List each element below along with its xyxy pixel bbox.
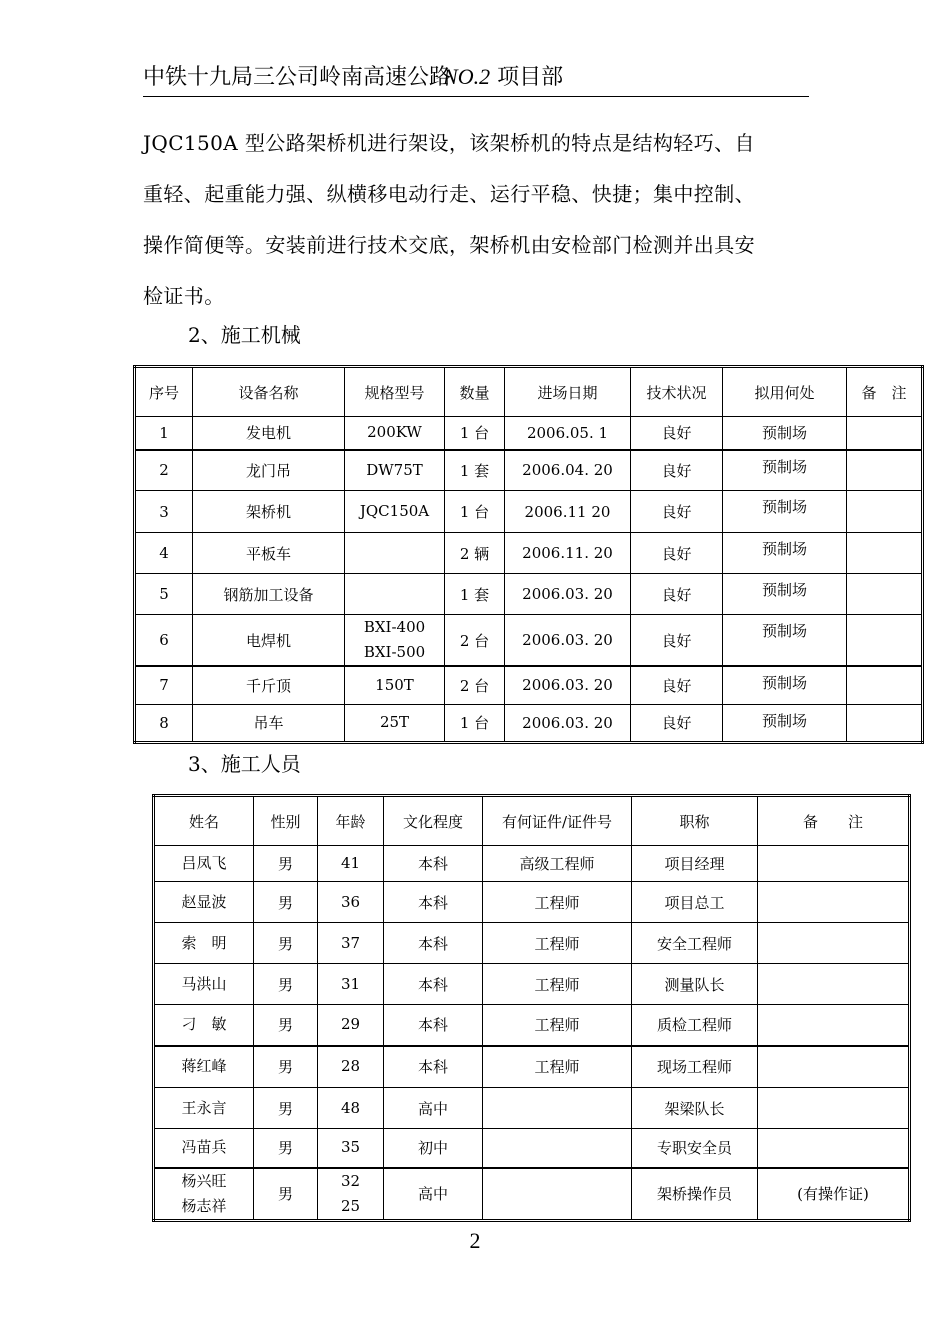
- age-line: 25: [340, 1196, 361, 1215]
- cell-name: 平板车: [193, 533, 345, 574]
- col-header-title: 职称: [632, 796, 758, 846]
- header-project-no: NO.2: [443, 64, 491, 89]
- cell-date: 2006.11. 20: [505, 533, 631, 574]
- cell-remark: [758, 964, 910, 1005]
- cell-education: 本科: [384, 923, 483, 964]
- paragraph-line: JQC150A 型公路架桥机进行架设，该架桥机的特点是结构轻巧、自: [143, 131, 755, 155]
- cell-no: 8: [135, 704, 193, 742]
- cell-remark: [758, 1005, 910, 1046]
- cell-note: [847, 615, 923, 667]
- col-header-remark: 备 注: [758, 796, 910, 846]
- cell-title: 质检工程师: [632, 1005, 758, 1046]
- person-name-line: 杨志祥: [181, 1196, 227, 1215]
- cell-model: [345, 704, 445, 742]
- paragraph-line: 操作简便等。安装前进行技术交底，架桥机由安检部门检测并出具安: [143, 233, 755, 257]
- personnel-row: [154, 1168, 910, 1221]
- cell-no: 2: [135, 450, 193, 491]
- cell-sex: 男: [254, 964, 318, 1005]
- age-line: 32: [340, 1171, 361, 1190]
- machinery-row: [135, 615, 923, 667]
- cell-model: [345, 574, 445, 615]
- cell-use: 预制场: [723, 666, 847, 704]
- cell-remark: [758, 846, 910, 882]
- cell-name: 钢筋加工设备: [193, 574, 345, 615]
- person-name-line: 吕凤飞: [181, 854, 227, 872]
- person-name-line: 马洪山: [181, 974, 227, 993]
- age-line: 37: [340, 933, 361, 952]
- header-org: 中铁十九局三公司岭南高速公路: [143, 65, 452, 90]
- cell-person-name: [154, 923, 254, 964]
- age-line: 48: [340, 1098, 361, 1117]
- cell-no: 4: [135, 533, 193, 574]
- personnel-row: [154, 1046, 910, 1088]
- cell-status: 良好: [631, 704, 723, 742]
- person-name-line: 刁 敏: [181, 1015, 227, 1034]
- cell-qty: 1 台: [445, 417, 505, 450]
- cell-sex: 男: [254, 882, 318, 923]
- cell-qty: 2 台: [445, 666, 505, 704]
- cell-note: [847, 704, 923, 742]
- cell-note: [847, 417, 923, 450]
- model-line: DW75T: [366, 460, 423, 479]
- cell-status: 良好: [631, 615, 723, 667]
- age-line: 36: [340, 892, 361, 911]
- machinery-row: [135, 533, 923, 574]
- cell-note: [847, 491, 923, 533]
- cell-certificate: [483, 1168, 632, 1221]
- cell-person-name: [154, 846, 254, 882]
- col-header-qty: 数量: [445, 367, 505, 417]
- cell-sex: 男: [254, 1129, 318, 1168]
- cell-qty: 2 台: [445, 615, 505, 667]
- cell-name: 千斤顶: [193, 666, 345, 704]
- machinery-row: [135, 491, 923, 533]
- paragraph-line: 检证书。: [143, 284, 225, 308]
- cell-remark: [758, 1129, 910, 1168]
- cell-name: 架桥机: [193, 491, 345, 533]
- machinery-header-row: [135, 367, 923, 417]
- cell-status: 良好: [631, 574, 723, 615]
- cell-use: 预制场: [723, 417, 847, 450]
- cell-age: [318, 923, 384, 964]
- cell-name: 发电机: [193, 417, 345, 450]
- cell-age: [318, 1046, 384, 1088]
- cell-use: 预制场: [723, 450, 847, 491]
- person-name-line: 赵显波: [181, 892, 227, 911]
- cell-certificate: 工程师: [483, 1046, 632, 1088]
- cell-date: 2006.03. 20: [505, 574, 631, 615]
- cell-person-name: [154, 964, 254, 1005]
- age-line: 35: [340, 1138, 361, 1157]
- col-header-person-name: 姓名: [154, 796, 254, 846]
- cell-date: 2006.04. 20: [505, 450, 631, 491]
- cell-qty: 1 套: [445, 574, 505, 615]
- age-line: 41: [340, 854, 361, 872]
- cell-title: 专职安全员: [632, 1129, 758, 1168]
- cell-name: 吊车: [193, 704, 345, 742]
- cell-certificate: 工程师: [483, 882, 632, 923]
- personnel-row: [154, 964, 910, 1005]
- cell-title: 现场工程师: [632, 1046, 758, 1088]
- age-line: 31: [340, 974, 361, 993]
- cell-education: 本科: [384, 1046, 483, 1088]
- personnel-row: [154, 1129, 910, 1168]
- cell-sex: 男: [254, 1168, 318, 1221]
- cell-age: [318, 1005, 384, 1046]
- machinery-table: [133, 365, 924, 744]
- machinery-row: [135, 450, 923, 491]
- cell-date: 2006.03. 20: [505, 615, 631, 667]
- cell-qty: 1 台: [445, 491, 505, 533]
- cell-sex: 男: [254, 1046, 318, 1088]
- cell-qty: 2 辆: [445, 533, 505, 574]
- personnel-row: [154, 1088, 910, 1129]
- header-suffix: 项目部: [490, 65, 564, 90]
- cell-sex: 男: [254, 923, 318, 964]
- col-header-status: 技术状况: [631, 367, 723, 417]
- person-name-line: 蒋红峰: [181, 1057, 227, 1076]
- cell-person-name: [154, 1046, 254, 1088]
- cell-name: 龙门吊: [193, 450, 345, 491]
- personnel-heading: 3、施工人员: [188, 752, 301, 776]
- machinery-row: [135, 704, 923, 742]
- cell-education: 本科: [384, 1005, 483, 1046]
- cell-note: [847, 666, 923, 704]
- model-line: 200KW: [367, 423, 422, 442]
- age-line: 28: [340, 1057, 361, 1076]
- col-header-model: 规格型号: [345, 367, 445, 417]
- cell-certificate: 工程师: [483, 1005, 632, 1046]
- cell-age: [318, 1129, 384, 1168]
- cell-person-name: [154, 1005, 254, 1046]
- page-header: [143, 62, 809, 97]
- cell-age: [318, 964, 384, 1005]
- cell-no: 5: [135, 574, 193, 615]
- cell-education: 本科: [384, 964, 483, 1005]
- cell-title: 架桥操作员: [632, 1168, 758, 1221]
- cell-certificate: [483, 1129, 632, 1168]
- cell-model: [345, 417, 445, 450]
- cell-model: [345, 450, 445, 491]
- page-number: 2: [469, 1228, 481, 1253]
- cell-remark: [758, 1046, 910, 1088]
- col-header-name: 设备名称: [193, 367, 345, 417]
- person-name-line: 王永言: [181, 1098, 227, 1117]
- cell-status: 良好: [631, 417, 723, 450]
- personnel-row: [154, 882, 910, 923]
- cell-no: 1: [135, 417, 193, 450]
- cell-no: 6: [135, 615, 193, 667]
- cell-date: 2006.11 20: [505, 491, 631, 533]
- machinery-row: [135, 666, 923, 704]
- cell-use: 预制场: [723, 574, 847, 615]
- cell-qty: 1 台: [445, 704, 505, 742]
- model-line: BXI-500: [363, 643, 426, 661]
- cell-certificate: 高级工程师: [483, 846, 632, 882]
- cell-qty: 1 套: [445, 450, 505, 491]
- cell-person-name: [154, 882, 254, 923]
- personnel-row: [154, 923, 910, 964]
- col-header-education: 文化程度: [384, 796, 483, 846]
- person-name-line: 冯苗兵: [181, 1138, 227, 1157]
- col-header-date: 进场日期: [505, 367, 631, 417]
- cell-age: [318, 846, 384, 882]
- cell-title: 安全工程师: [632, 923, 758, 964]
- cell-age: [318, 1088, 384, 1129]
- person-name-line: 杨兴旺: [181, 1171, 227, 1190]
- model-line: JQC150A: [359, 502, 430, 520]
- col-header-use: 拟用何处: [723, 367, 847, 417]
- cell-status: 良好: [631, 666, 723, 704]
- cell-title: 测量队长: [632, 964, 758, 1005]
- cell-status: 良好: [631, 491, 723, 533]
- cell-education: 高中: [384, 1168, 483, 1221]
- person-name-line: 索 明: [181, 933, 227, 952]
- body-paragraph: [143, 118, 813, 322]
- cell-note: [847, 450, 923, 491]
- col-header-age: 年龄: [318, 796, 384, 846]
- cell-note: [847, 533, 923, 574]
- col-header-note: 备 注: [847, 367, 923, 417]
- col-header-certificate: 有何证件/证件号: [483, 796, 632, 846]
- cell-note: [847, 574, 923, 615]
- cell-date: 2006.03. 20: [505, 704, 631, 742]
- personnel-row: [154, 1005, 910, 1046]
- cell-status: 良好: [631, 450, 723, 491]
- age-line: 29: [340, 1015, 361, 1034]
- cell-status: 良好: [631, 533, 723, 574]
- cell-education: 本科: [384, 846, 483, 882]
- model-line: 150T: [375, 675, 414, 694]
- cell-education: 本科: [384, 882, 483, 923]
- cell-sex: 男: [254, 1088, 318, 1129]
- cell-date: 2006.05. 1: [505, 417, 631, 450]
- cell-use: 预制场: [723, 615, 847, 667]
- cell-model: [345, 533, 445, 574]
- cell-sex: 男: [254, 846, 318, 882]
- cell-education: 高中: [384, 1088, 483, 1129]
- personnel-table: [152, 794, 911, 1222]
- model-line: 25T: [379, 713, 410, 731]
- cell-remark: [758, 882, 910, 923]
- machinery-row: [135, 417, 923, 450]
- cell-certificate: 工程师: [483, 923, 632, 964]
- cell-sex: 男: [254, 1005, 318, 1046]
- cell-model: [345, 491, 445, 533]
- paragraph-line: 重轻、起重能力强、纵横移电动行走、运行平稳、快捷；集中控制、: [143, 182, 755, 206]
- cell-model: [345, 615, 445, 667]
- machinery-row: [135, 574, 923, 615]
- cell-no: 3: [135, 491, 193, 533]
- cell-person-name: [154, 1088, 254, 1129]
- cell-use: 预制场: [723, 704, 847, 742]
- cell-name: 电焊机: [193, 615, 345, 667]
- cell-person-name: [154, 1129, 254, 1168]
- cell-certificate: 工程师: [483, 964, 632, 1005]
- cell-title: 架梁队长: [632, 1088, 758, 1129]
- cell-age: [318, 882, 384, 923]
- cell-person-name: [154, 1168, 254, 1221]
- cell-title: 项目总工: [632, 882, 758, 923]
- cell-title: 项目经理: [632, 846, 758, 882]
- cell-model: [345, 666, 445, 704]
- cell-remark: [758, 1088, 910, 1129]
- cell-certificate: [483, 1088, 632, 1129]
- cell-age: [318, 1168, 384, 1221]
- col-header-sex: 性别: [254, 796, 318, 846]
- cell-use: 预制场: [723, 533, 847, 574]
- cell-no: 7: [135, 666, 193, 704]
- model-line: BXI-400: [363, 618, 426, 636]
- personnel-header-row: [154, 796, 910, 846]
- cell-remark: [758, 923, 910, 964]
- cell-remark: (有操作证): [758, 1168, 910, 1221]
- cell-education: 初中: [384, 1129, 483, 1168]
- personnel-row: [154, 846, 910, 882]
- machinery-heading: 2、施工机械: [188, 323, 301, 347]
- col-header-no: 序号: [135, 367, 193, 417]
- cell-use: 预制场: [723, 491, 847, 533]
- cell-date: 2006.03. 20: [505, 666, 631, 704]
